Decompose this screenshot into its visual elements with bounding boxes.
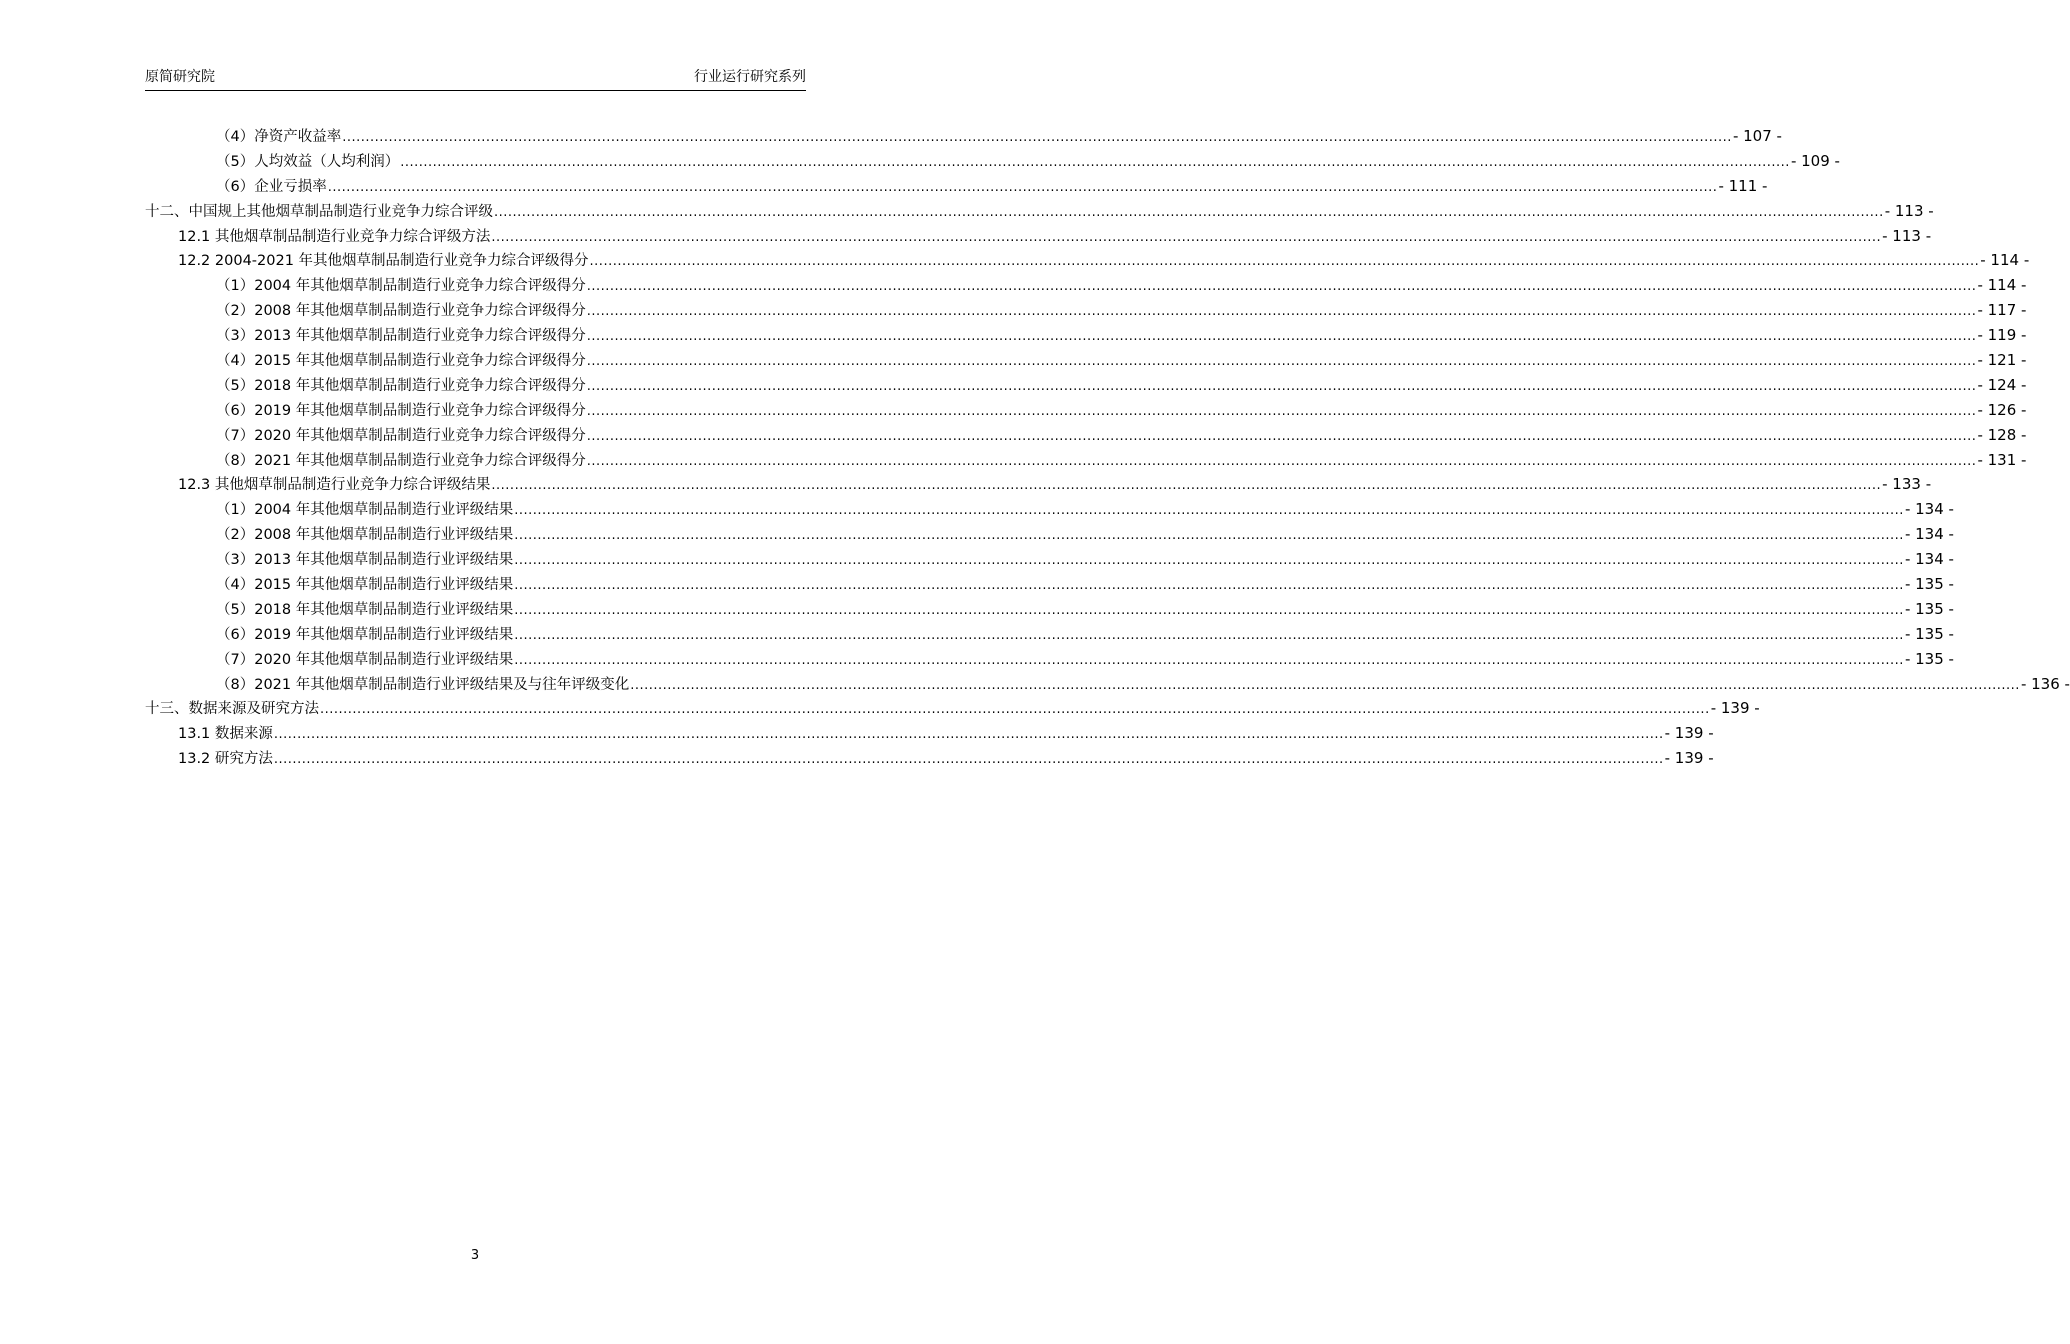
toc-entry-title: （1）2004 年其他烟草制品制造行业评级结果: [216, 502, 514, 519]
toc-leader-dots: ............................................................................................................................................................................................................................................................................................................: [327, 179, 1718, 195]
toc-leader-dots: ............................................................................................................................................................................................................................................................................................................: [514, 553, 1904, 569]
toc-entry-title: （7）2020 年其他烟草制品制造行业竞争力综合评级得分: [216, 427, 586, 444]
toc-entry-page: - 111 -: [1718, 176, 1768, 195]
toc-entry-page: - 113 -: [1884, 201, 1934, 220]
toc-leader-dots: ............................................................................................................................................................................................................................................................................................................: [586, 329, 1977, 345]
toc-leader-dots: ............................................................................................................................................................................................................................................................................................................: [514, 528, 1904, 544]
toc-entry-page: - 134 -: [1904, 500, 1954, 519]
toc-leader-dots: ............................................................................................................................................................................................................................................................................................................: [514, 578, 1904, 594]
toc-entry[interactable]: [145, 647, 1954, 672]
table-of-contents: [145, 124, 2070, 771]
toc-entry-title: （5）2018 年其他烟草制品制造行业竞争力综合评级得分: [216, 377, 586, 394]
toc-entry-title: （1）2004 年其他烟草制品制造行业竞争力综合评级得分: [216, 278, 586, 295]
toc-entry-page: - 135 -: [1904, 624, 1954, 643]
toc-entry-page: - 133 -: [1882, 475, 1932, 494]
toc-entry-page: - 107 -: [1732, 127, 1782, 145]
toc-entry[interactable]: [145, 597, 1954, 622]
toc-entry[interactable]: [145, 423, 2027, 448]
toc-leader-dots: ............................................................................................................................................................................................................................................................................................................: [586, 354, 1977, 370]
toc-leader-dots: ............................................................................................................................................................................................................................................................................................................: [514, 627, 1904, 643]
toc-entry[interactable]: [145, 622, 1954, 647]
toc-entry-page: - 128 -: [1977, 425, 2027, 444]
toc-entry-page: - 114 -: [1980, 251, 2030, 270]
toc-entry[interactable]: [145, 398, 2027, 423]
toc-leader-dots: ............................................................................................................................................................................................................................................................................................................: [400, 154, 1790, 170]
toc-entry[interactable]: [145, 248, 2030, 273]
toc-entry[interactable]: [145, 497, 1954, 522]
toc-entry-title: （2）2008 年其他烟草制品制造行业竞争力综合评级得分: [216, 303, 586, 320]
page-number: 3: [470, 1248, 480, 1263]
toc-entry-title: （7）2020 年其他烟草制品制造行业评级结果: [216, 651, 514, 668]
toc-entry[interactable]: [145, 572, 1954, 597]
toc-entry-page: - 114 -: [1977, 276, 2027, 295]
toc-entry-page: - 124 -: [1977, 375, 2027, 394]
toc-entry[interactable]: [145, 373, 2027, 398]
toc-entry-title: （4）2015 年其他烟草制品制造行业竞争力综合评级得分: [216, 353, 586, 370]
header-org-name: 原简研究院: [145, 69, 215, 85]
toc-entry-page: - 121 -: [1977, 351, 2027, 370]
toc-leader-dots: ............................................................................................................................................................................................................................................................................................................: [514, 652, 1904, 668]
toc-leader-dots: ............................................................................................................................................................................................................................................................................................................: [586, 428, 1977, 444]
toc-entry-title: （4）2015 年其他烟草制品制造行业评级结果: [216, 577, 514, 594]
toc-leader-dots: ............................................................................................................................................................................................................................................................................................................: [586, 378, 1977, 394]
toc-entry-page: - 126 -: [1977, 400, 2027, 419]
toc-entry-title: 12.3 其他烟草制品制造行业竞争力综合评级结果: [178, 477, 491, 494]
toc-entry-title: 13.2 研究方法: [178, 751, 273, 768]
header-series-title: 行业运行研究系列: [694, 69, 806, 85]
toc-leader-dots: ............................................................................................................................................................................................................................................................................................................: [589, 254, 1980, 270]
toc-leader-dots: ............................................................................................................................................................................................................................................................................................................: [514, 602, 1904, 618]
toc-entry[interactable]: [145, 472, 1932, 497]
toc-leader-dots: ............................................................................................................................................................................................................................................................................................................: [491, 229, 1882, 245]
toc-entry-page: - 117 -: [1977, 301, 2027, 320]
toc-entry-title: 十二、中国规上其他烟草制品制造行业竞争力综合评级: [145, 203, 493, 220]
toc-entry-title: （5）2018 年其他烟草制品制造行业评级结果: [216, 601, 514, 618]
toc-entry[interactable]: [145, 696, 1760, 721]
toc-entry-title: （2）2008 年其他烟草制品制造行业评级结果: [216, 527, 514, 544]
toc-leader-dots: ............................................................................................................................................................................................................................................................................................................: [630, 677, 2020, 693]
toc-entry-page: - 139 -: [1664, 724, 1714, 743]
toc-entry-title: （6）2019 年其他烟草制品制造行业竞争力综合评级得分: [216, 402, 586, 419]
toc-entry-page: - 131 -: [1977, 450, 2027, 469]
toc-entry-title: （8）2021 年其他烟草制品制造行业竞争力综合评级得分: [216, 452, 586, 469]
toc-entry-title: （6）企业亏损率: [216, 178, 327, 195]
toc-leader-dots: ............................................................................................................................................................................................................................................................................................................: [586, 403, 1977, 419]
toc-entry[interactable]: [145, 672, 2070, 697]
toc-entry[interactable]: [145, 273, 2027, 298]
toc-entry-page: - 135 -: [1904, 575, 1954, 594]
toc-entry-page: - 113 -: [1882, 226, 1932, 245]
toc-entry-page: - 119 -: [1977, 326, 2027, 345]
toc-entry[interactable]: [145, 721, 1714, 746]
toc-entry[interactable]: [145, 547, 1954, 572]
toc-entry[interactable]: [145, 199, 1934, 224]
toc-leader-dots: ............................................................................................................................................................................................................................................................................................................: [491, 478, 1882, 494]
toc-entry-page: - 139 -: [1710, 699, 1760, 718]
toc-leader-dots: ............................................................................................................................................................................................................................................................................................................: [494, 204, 1884, 220]
toc-entry[interactable]: [145, 224, 1932, 249]
toc-entry-title: （3）2013 年其他烟草制品制造行业评级结果: [216, 552, 514, 569]
toc-entry[interactable]: [145, 298, 2027, 323]
toc-entry-title: （4）净资产收益率: [216, 129, 342, 145]
toc-entry-title: 13.1 数据来源: [178, 726, 273, 743]
toc-entry-page: - 134 -: [1904, 550, 1954, 569]
toc-entry-title: 12.1 其他烟草制品制造行业竞争力综合评级方法: [178, 228, 491, 245]
toc-entry[interactable]: [145, 149, 1840, 174]
toc-entry-title: 12.2 2004-2021 年其他烟草制品制造行业竞争力综合评级得分: [178, 253, 589, 270]
toc-entry[interactable]: [145, 448, 2027, 473]
toc-entry-page: - 109 -: [1790, 151, 1840, 170]
toc-leader-dots: ............................................................................................................................................................................................................................................................................................................: [273, 727, 1664, 743]
toc-entry-title: （3）2013 年其他烟草制品制造行业竞争力综合评级得分: [216, 328, 586, 345]
toc-leader-dots: ............................................................................................................................................................................................................................................................................................................: [586, 279, 1977, 295]
toc-entry[interactable]: [145, 323, 2027, 348]
toc-leader-dots: ............................................................................................................................................................................................................................................................................................................: [586, 453, 1977, 469]
toc-entry-title: （5）人均效益（人均利润）: [216, 153, 400, 170]
toc-leader-dots: ............................................................................................................................................................................................................................................................................................................: [586, 304, 1977, 320]
toc-entry[interactable]: [145, 174, 1768, 199]
toc-leader-dots: ............................................................................................................................................................................................................................................................................................................: [320, 702, 1710, 718]
toc-entry-page: - 139 -: [1664, 749, 1714, 768]
toc-entry-page: - 135 -: [1904, 649, 1954, 668]
toc-leader-dots: ............................................................................................................................................................................................................................................................................................................: [514, 503, 1904, 519]
toc-entry[interactable]: [145, 746, 1714, 771]
toc-entry[interactable]: [145, 348, 2027, 373]
toc-entry-title: （8）2021 年其他烟草制品制造行业评级结果及与往年评级变化: [216, 676, 630, 693]
toc-entry[interactable]: [145, 522, 1954, 547]
toc-leader-dots: ............................................................................................................................................................................................................................................................................................................: [342, 130, 1732, 145]
toc-entry[interactable]: [145, 124, 1782, 149]
toc-leader-dots: ............................................................................................................................................................................................................................................................................................................: [273, 752, 1664, 768]
toc-entry-page: - 136 -: [2020, 674, 2070, 693]
page-header: [145, 68, 806, 91]
toc-entry-page: - 135 -: [1904, 599, 1954, 618]
toc-entry-title: 十三、数据来源及研究方法: [145, 701, 319, 718]
toc-entry-page: - 134 -: [1904, 525, 1954, 544]
toc-entry-title: （6）2019 年其他烟草制品制造行业评级结果: [216, 626, 514, 643]
